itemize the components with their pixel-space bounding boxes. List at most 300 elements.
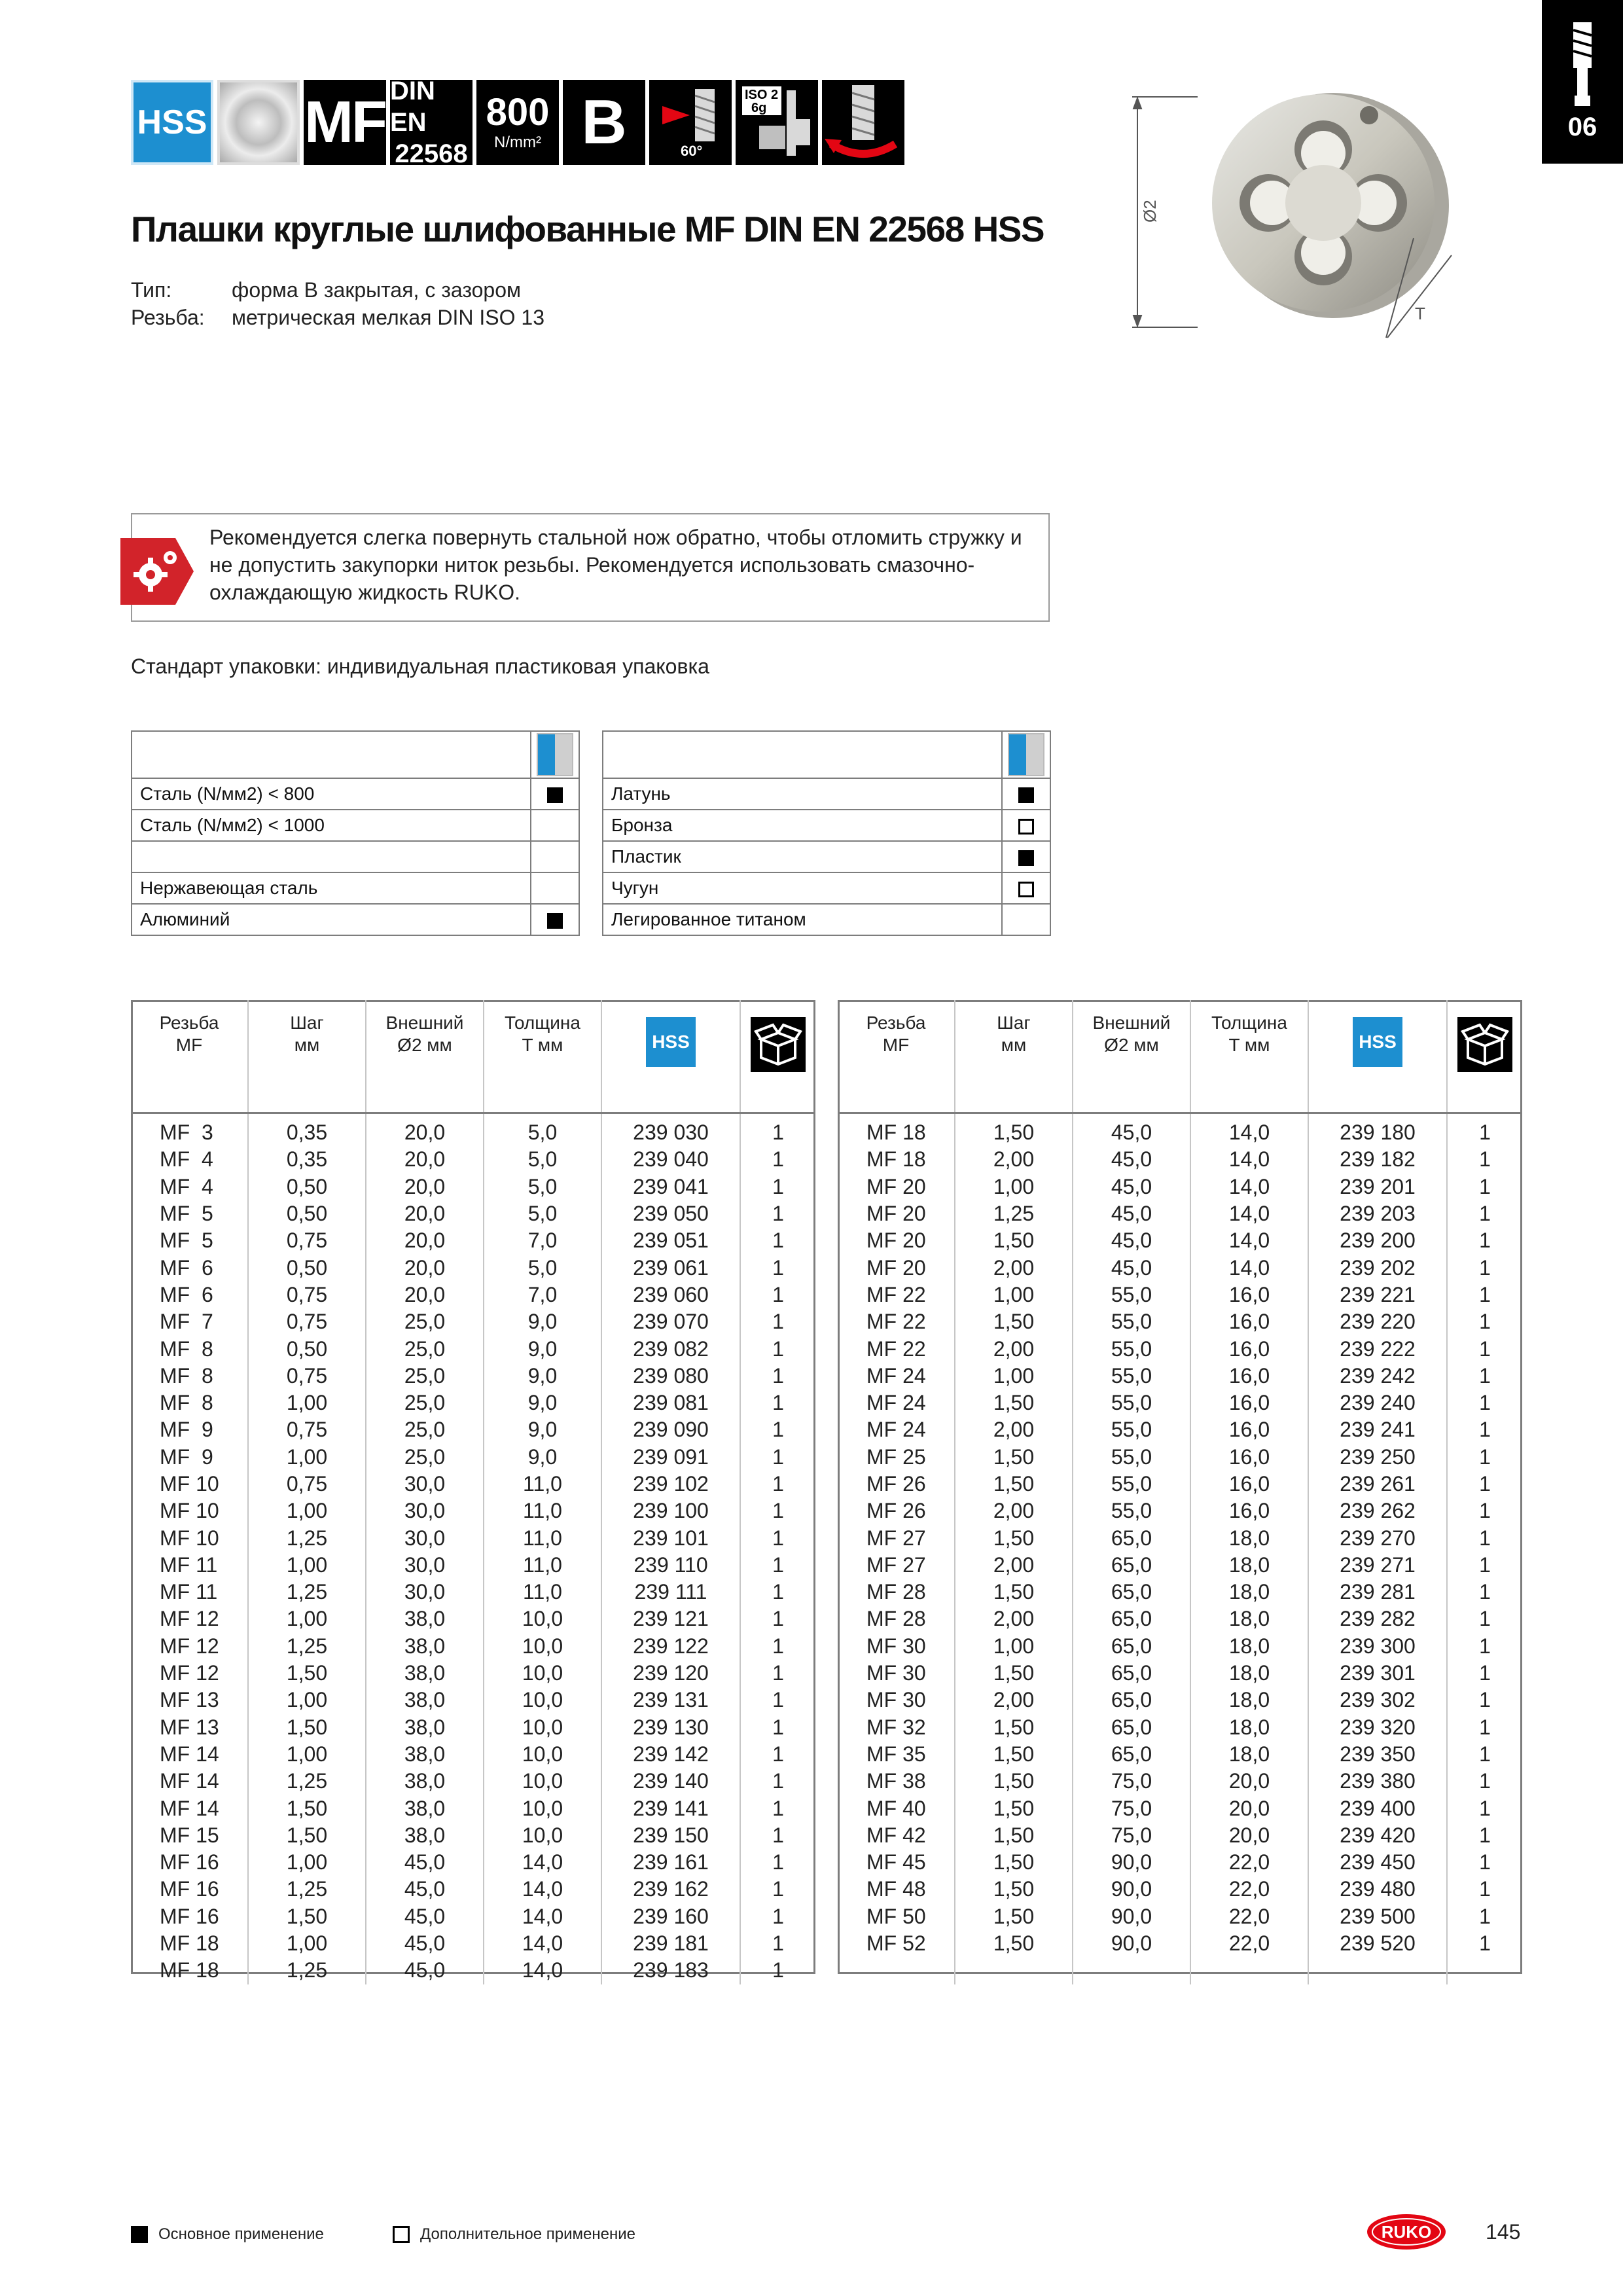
thickness-cell: 14,0 xyxy=(1190,1146,1308,1173)
diameter-cell: 45,0 xyxy=(366,1903,484,1930)
table-row xyxy=(838,1930,1522,1957)
diameter-cell: 20,0 xyxy=(366,1254,484,1281)
material-row: Алюминий xyxy=(132,904,579,935)
diameter-cell: 38,0 xyxy=(366,1768,484,1795)
table-row xyxy=(131,1660,815,1687)
thickness-cell: 16,0 xyxy=(1190,1335,1308,1362)
diameter-cell: 65,0 xyxy=(1073,1714,1190,1741)
thread-cell: MF 16 xyxy=(131,1903,248,1930)
pitch-cell: 1,50 xyxy=(955,1390,1073,1416)
table-row xyxy=(838,1363,1522,1390)
article-cell: 239 061 xyxy=(601,1254,740,1281)
thickness-cell: 14,0 xyxy=(484,1849,601,1876)
material-row: Сталь (N/мм2) < 800 xyxy=(132,778,579,810)
article-cell: 239 450 xyxy=(1308,1849,1447,1876)
quantity-cell: 1 xyxy=(772,1634,784,1658)
pitch-cell: 0,75 xyxy=(248,1308,366,1335)
thickness-cell: 10,0 xyxy=(484,1714,601,1741)
diameter-cell: 55,0 xyxy=(1073,1471,1190,1498)
thread-cell: MF 30 xyxy=(838,1633,955,1660)
materials-table-left xyxy=(131,730,580,936)
pitch-cell: 2,00 xyxy=(955,1552,1073,1579)
diameter-cell: 45,0 xyxy=(1073,1146,1190,1173)
table-row xyxy=(131,1113,815,1147)
quantity-cell: 1 xyxy=(772,1418,784,1442)
thickness-cell: 11,0 xyxy=(484,1524,601,1551)
pitch-cell: 1,50 xyxy=(955,1849,1073,1876)
product-table-left: Резьба MF Шаг мм Внешний Ø2 мм Толщина T мм HSS MF 3 0,35 20,0 5,0 239 030 1 MF 4 0,35 20,0 5,0 239 040 1 MF 4 0,50 20,0 5,0 239 041 1 MF 5 0,50 20,0 5,0 239 050 1 MF 5 0,75 20,0 7,0 239 051 1 MF 6 0,50 20,0 5,0 239 061 1 MF 6 0,75 20,0 7,0 239 060 1 MF 7 0,75 25,0 9,0 239 070 1 MF 8 0,50 25,0 9,0 239 082 1 MF 8 0,75 25,0 9,0 239 080 1 MF 8 1,00 25,0 9,0 239 081 1 MF 9 0,75 25,0 9,0 239 090 1 MF 9 1,00 25,0 9,0 239 091 1 MF 10 0,75 30,0 11,0 239 102 1 MF 10 1,00 30,0 11,0 239 100 1 MF 10 1,25 30,0 11,0 239 101 1 MF 11 1,00 30,0 11,0 239 110 1 MF 11 1,25 30,0 11,0 239 111 1 MF 12 1,00 38,0 10,0 239 121 1 MF 12 1,25 38,0 10,0 239 122 1 MF 12 1,50 38,0 10,0 239 120 1 MF 13 1,00 38,0 10,0 239 131 1 MF 13 1,50 38,0 10,0 239 130 1 MF 14 1,00 38,0 10,0 239 142 1 MF 14 1,25 38,0 10,0 239 140 1 MF 14 1,50 38,0 10,0 239 141 1 MF 15 1,50 38,0 10,0 239 150 1 MF 16 1,00 45,0 14,0 239 161 1 MF 16 1,25 45,0 14,0 239 162 1 MF 16 1,50 45,0 14,0 239 160 1 MF 18 1,00 45,0 14,0 239 181 1 MF 18 1,25 45,0 14,0 239 183 1 xyxy=(131,1000,815,1984)
diameter-cell: 25,0 xyxy=(366,1308,484,1335)
article-cell: 239 051 xyxy=(601,1227,740,1254)
quantity-cell: 1 xyxy=(1479,1499,1491,1523)
table-row xyxy=(131,1444,815,1471)
thread-cell: MF 24 xyxy=(838,1390,955,1416)
article-cell: 239 091 xyxy=(601,1444,740,1471)
pitch-cell: 0,50 xyxy=(248,1174,366,1200)
product-table-right: Резьба MF Шаг мм Внешний Ø2 мм Толщина T мм HSS MF 18 1,50 45,0 14,0 239 180 1 MF 18 2,00 45,0 14,0 239 182 1 MF 20 1,00 45,0 14,0 239 201 1 MF 20 1,25 45,0 14,0 239 203 1 MF 20 1,50 45,0 14,0 239 200 1 MF 20 2,00 45,0 14,0 239 202 1 MF 22 1,00 55,0 16,0 239 221 1 MF 22 1,50 55,0 16,0 239 220 1 MF 22 2,00 55,0 16,0 239 222 1 MF 24 1,00 55,0 16,0 239 242 1 MF 24 1,50 55,0 16,0 239 240 1 MF 24 2,00 55,0 16,0 239 241 1 MF 25 1,50 55,0 16,0 239 250 1 MF 26 1,50 55,0 16,0 239 261 1 MF 26 2,00 55,0 16,0 239 262 1 MF 27 1,50 65,0 18,0 239 270 1 MF 27 2,00 65,0 18,0 239 271 1 MF 28 1,50 65,0 18,0 239 281 1 MF 28 2,00 65,0 18,0 239 282 1 MF 30 1,00 65,0 18,0 239 300 1 MF 30 1,50 65,0 18,0 239 301 1 MF 30 2,00 65,0 18,0 239 302 1 MF 32 1,50 65,0 18,0 239 320 1 MF 35 1,50 65,0 18,0 239 350 1 MF 38 1,50 75,0 20,0 239 380 1 MF 40 1,50 75,0 20,0 239 400 1 MF 42 1,50 75,0 20,0 239 420 1 MF 45 1,50 90,0 22,0 239 450 1 MF 48 1,50 90,0 22,0 239 480 1 MF 50 1,50 90,0 22,0 239 500 1 MF 52 1,50 90,0 22,0 239 520 1 xyxy=(838,1000,1522,1984)
thickness-cell: 14,0 xyxy=(1190,1254,1308,1281)
quantity-cell: 1 xyxy=(1479,1255,1491,1280)
thread-cell: MF 9 xyxy=(131,1416,248,1443)
diameter-cell: 90,0 xyxy=(1073,1930,1190,1957)
feature-icon-strip xyxy=(131,77,904,168)
right-hand-thread-icon xyxy=(822,80,904,165)
quantity-cell: 1 xyxy=(772,1850,784,1874)
material-row: Нержавеющая сталь xyxy=(132,872,579,904)
package-box-icon xyxy=(1457,1017,1512,1072)
thickness-cell: 14,0 xyxy=(484,1930,601,1957)
pitch-cell: 1,50 xyxy=(955,1876,1073,1903)
article-cell: 239 281 xyxy=(1308,1579,1447,1605)
diameter-cell: 90,0 xyxy=(1073,1849,1190,1876)
meta-value: форма В закрытая, с зазором xyxy=(232,278,522,302)
pitch-cell: 0,75 xyxy=(248,1363,366,1390)
thread-cell: MF 22 xyxy=(838,1308,955,1335)
diameter-cell: 55,0 xyxy=(1073,1308,1190,1335)
thread-cell: MF 8 xyxy=(131,1390,248,1416)
table-row xyxy=(131,1957,815,1984)
thickness-cell: 14,0 xyxy=(1190,1200,1308,1227)
table-row xyxy=(131,1849,815,1876)
pitch-cell: 1,50 xyxy=(955,1930,1073,1957)
pitch-cell xyxy=(955,1957,1073,1984)
extra-use-marker xyxy=(1018,882,1034,897)
thread-cell: MF 26 xyxy=(838,1471,955,1498)
quantity-cell: 1 xyxy=(1479,1796,1491,1820)
diameter-cell: 38,0 xyxy=(366,1714,484,1741)
thickness-cell: 11,0 xyxy=(484,1552,601,1579)
table-row xyxy=(838,1795,1522,1821)
quantity-cell: 1 xyxy=(772,1742,784,1766)
thread-cell: MF 27 xyxy=(838,1524,955,1551)
diameter-cell: 20,0 xyxy=(366,1282,484,1308)
thread-cell: MF 7 xyxy=(131,1308,248,1335)
pitch-cell: 1,00 xyxy=(248,1552,366,1579)
table-row xyxy=(838,1660,1522,1687)
table-row xyxy=(838,1957,1522,1984)
thickness-cell: 18,0 xyxy=(1190,1552,1308,1579)
thread-cell: MF 10 xyxy=(131,1498,248,1524)
quantity-cell: 1 xyxy=(1479,1931,1491,1956)
pitch-cell: 1,00 xyxy=(248,1741,366,1768)
table-row xyxy=(838,1227,1522,1254)
table-row xyxy=(838,1633,1522,1660)
thread-cell: MF 12 xyxy=(131,1660,248,1687)
thread-cell: MF 5 xyxy=(131,1200,248,1227)
thread-cell: MF 6 xyxy=(131,1254,248,1281)
pitch-cell: 1,25 xyxy=(248,1579,366,1605)
table-row xyxy=(131,1768,815,1795)
table-row xyxy=(838,1524,1522,1551)
thread-cell: MF 35 xyxy=(838,1741,955,1768)
pitch-cell: 1,50 xyxy=(955,1741,1073,1768)
thread-cell: MF 10 xyxy=(131,1524,248,1551)
table-row xyxy=(838,1471,1522,1498)
table-row xyxy=(131,1795,815,1821)
article-cell: 239 162 xyxy=(601,1876,740,1903)
quantity-cell: 1 xyxy=(772,1255,784,1280)
thread-cell: MF 50 xyxy=(838,1903,955,1930)
quantity-cell: 1 xyxy=(1479,1526,1491,1550)
diameter-cell: 20,0 xyxy=(366,1113,484,1147)
pitch-cell: 1,50 xyxy=(955,1471,1073,1498)
thickness-cell: 9,0 xyxy=(484,1390,601,1416)
quantity-cell: 1 xyxy=(772,1526,784,1550)
diameter-cell: 45,0 xyxy=(1073,1200,1190,1227)
extra-use-marker xyxy=(1018,819,1034,834)
diameter-cell: 30,0 xyxy=(366,1498,484,1524)
article-cell: 239 250 xyxy=(1308,1444,1447,1471)
table-row xyxy=(131,1282,815,1308)
diameter-cell: 20,0 xyxy=(366,1200,484,1227)
din-standard-icon: DIN EN 22568 xyxy=(390,80,473,165)
strength-icon: 800 N/mm² xyxy=(476,80,559,165)
table-row xyxy=(838,1849,1522,1876)
thickness-cell: 18,0 xyxy=(1190,1660,1308,1687)
pitch-cell: 1,50 xyxy=(955,1227,1073,1254)
thickness-cell: 14,0 xyxy=(484,1903,601,1930)
quantity-cell: 1 xyxy=(1479,1310,1491,1334)
pitch-cell: 2,00 xyxy=(955,1335,1073,1362)
quantity-cell: 1 xyxy=(772,1661,784,1685)
thread-cell: MF 32 xyxy=(838,1714,955,1741)
article-cell: 239 101 xyxy=(601,1524,740,1551)
table-row xyxy=(838,1282,1522,1308)
thread-cell: MF 15 xyxy=(131,1822,248,1849)
pitch-cell: 0,75 xyxy=(248,1227,366,1254)
thickness-cell: 10,0 xyxy=(484,1768,601,1795)
table-row xyxy=(838,1335,1522,1362)
table-row xyxy=(838,1714,1522,1741)
quantity-cell: 1 xyxy=(1479,1607,1491,1631)
thickness-cell: 22,0 xyxy=(1190,1876,1308,1903)
thread-cell: MF 8 xyxy=(131,1335,248,1362)
thread-cell: MF 18 xyxy=(838,1113,955,1147)
thread-cell: MF 20 xyxy=(838,1254,955,1281)
pitch-cell: 1,25 xyxy=(248,1524,366,1551)
quantity-cell: 1 xyxy=(1479,1688,1491,1712)
article-cell: 239 180 xyxy=(1308,1113,1447,1147)
article-cell: 239 183 xyxy=(601,1957,740,1984)
tip-box xyxy=(131,513,1050,622)
diameter-cell: 38,0 xyxy=(366,1605,484,1632)
pitch-cell: 1,00 xyxy=(248,1605,366,1632)
thread-cell: MF 11 xyxy=(131,1579,248,1605)
pitch-cell: 0,50 xyxy=(248,1200,366,1227)
thickness-cell xyxy=(1190,1957,1308,1984)
table-row xyxy=(131,1552,815,1579)
thread-cell: MF 13 xyxy=(131,1687,248,1713)
thread-cell: MF 18 xyxy=(838,1146,955,1173)
table-row xyxy=(838,1254,1522,1281)
pitch-cell: 1,00 xyxy=(248,1444,366,1471)
quantity-cell: 1 xyxy=(772,1715,784,1739)
meta-label: Резьба: xyxy=(131,306,205,329)
thread-cell: MF 42 xyxy=(838,1822,955,1849)
thickness-cell: 9,0 xyxy=(484,1308,601,1335)
diameter-cell: 20,0 xyxy=(366,1174,484,1200)
thickness-cell: 5,0 xyxy=(484,1113,601,1147)
table-row xyxy=(131,1335,815,1362)
article-cell: 239 221 xyxy=(1308,1282,1447,1308)
thread-cell: MF 45 xyxy=(838,1849,955,1876)
product-rows-right xyxy=(838,1113,1522,1984)
article-cell: 239 520 xyxy=(1308,1930,1447,1957)
table-row xyxy=(838,1390,1522,1416)
article-cell: 239 261 xyxy=(1308,1471,1447,1498)
pitch-cell: 1,50 xyxy=(955,1903,1073,1930)
quantity-cell: 1 xyxy=(772,1823,784,1847)
diameter-cell: 25,0 xyxy=(366,1416,484,1443)
diameter-cell: 38,0 xyxy=(366,1795,484,1821)
pitch-cell: 1,25 xyxy=(248,1876,366,1903)
pitch-cell: 0,50 xyxy=(248,1335,366,1362)
thread-cell: MF 40 xyxy=(838,1795,955,1821)
thickness-cell: 9,0 xyxy=(484,1335,601,1362)
quantity-cell: 1 xyxy=(1479,1363,1491,1388)
article-cell: 239 500 xyxy=(1308,1903,1447,1930)
thickness-cell: 10,0 xyxy=(484,1605,601,1632)
hss-icon: HSS xyxy=(1353,1017,1402,1067)
diameter-cell: 30,0 xyxy=(366,1552,484,1579)
quantity-cell: 1 xyxy=(772,1444,784,1469)
thread-cell: MF 38 xyxy=(838,1768,955,1795)
ground-finish-icon xyxy=(217,80,300,165)
pitch-cell: 1,00 xyxy=(955,1633,1073,1660)
article-cell: 239 081 xyxy=(601,1390,740,1416)
tolerance-icon: ISO 2 6g xyxy=(736,80,818,165)
article-cell: 239 480 xyxy=(1308,1876,1447,1903)
quantity-cell: 1 xyxy=(772,1931,784,1956)
table-row xyxy=(131,1254,815,1281)
diameter-cell: 55,0 xyxy=(1073,1444,1190,1471)
article-cell xyxy=(1308,1957,1447,1984)
quantity-cell: 1 xyxy=(772,1202,784,1226)
thickness-cell: 20,0 xyxy=(1190,1795,1308,1821)
article-cell: 239 262 xyxy=(1308,1498,1447,1524)
diameter-cell: 65,0 xyxy=(1073,1660,1190,1687)
quantity-cell: 1 xyxy=(772,1391,784,1415)
table-row xyxy=(131,1390,815,1416)
table-row xyxy=(131,1200,815,1227)
diameter-cell: 75,0 xyxy=(1073,1768,1190,1795)
diameter-cell: 65,0 xyxy=(1073,1552,1190,1579)
thickness-cell: 16,0 xyxy=(1190,1416,1308,1443)
quantity-cell: 1 xyxy=(772,1688,784,1712)
article-cell: 239 100 xyxy=(601,1498,740,1524)
diameter-cell: 25,0 xyxy=(366,1363,484,1390)
table-row xyxy=(131,1308,815,1335)
article-cell: 239 400 xyxy=(1308,1795,1447,1821)
thickness-cell: 16,0 xyxy=(1190,1282,1308,1308)
quantity-cell: 1 xyxy=(1479,1418,1491,1442)
form-b-icon: B xyxy=(563,80,645,165)
thread-cell: MF 48 xyxy=(838,1876,955,1903)
pitch-cell: 1,50 xyxy=(955,1579,1073,1605)
article-cell: 239 131 xyxy=(601,1687,740,1713)
quantity-cell xyxy=(1447,1957,1522,1984)
main-use-marker xyxy=(547,913,563,929)
pitch-cell: 1,25 xyxy=(955,1200,1073,1227)
diameter-cell: 55,0 xyxy=(1073,1282,1190,1308)
table-row xyxy=(838,1579,1522,1605)
pitch-cell: 2,00 xyxy=(955,1498,1073,1524)
article-cell: 239 102 xyxy=(601,1471,740,1498)
thread-cell: MF 52 xyxy=(838,1930,955,1957)
thickness-cell: 5,0 xyxy=(484,1174,601,1200)
pitch-cell: 1,00 xyxy=(955,1174,1073,1200)
diameter-cell: 65,0 xyxy=(1073,1687,1190,1713)
pitch-cell: 1,50 xyxy=(955,1660,1073,1687)
quantity-cell: 1 xyxy=(1479,1121,1491,1145)
meta-value: метрическая мелкая DIN ISO 13 xyxy=(232,306,544,329)
material-row: Бронза xyxy=(603,810,1050,841)
article-cell: 239 203 xyxy=(1308,1200,1447,1227)
thread-cell: MF 20 xyxy=(838,1174,955,1200)
article-cell: 239 121 xyxy=(601,1605,740,1632)
table-row xyxy=(131,1741,815,1768)
thickness-cell: 10,0 xyxy=(484,1687,601,1713)
thread-cell: MF 20 xyxy=(838,1200,955,1227)
diameter-cell: 55,0 xyxy=(1073,1416,1190,1443)
thickness-cell: 18,0 xyxy=(1190,1687,1308,1713)
thickness-cell: 20,0 xyxy=(1190,1768,1308,1795)
thickness-cell: 10,0 xyxy=(484,1822,601,1849)
table-row xyxy=(131,1498,815,1524)
section-tab xyxy=(1542,0,1623,164)
tip-text: Рекомендуется слегка повернуть стальной нож обратно, чтобы отломить стружку и не допустить закупорки ниток резьбы. Рекомендуется использовать смазочно-охлаждающую жидкость RUKO. xyxy=(209,526,1022,604)
table-row xyxy=(838,1605,1522,1632)
article-cell: 239 060 xyxy=(601,1282,740,1308)
application-icon xyxy=(537,733,573,776)
quantity-cell: 1 xyxy=(1479,1823,1491,1847)
table-row xyxy=(131,1822,815,1849)
thickness-cell: 11,0 xyxy=(484,1498,601,1524)
article-cell: 239 080 xyxy=(601,1363,740,1390)
table-row xyxy=(838,1444,1522,1471)
diameter-cell: 45,0 xyxy=(1073,1113,1190,1147)
thickness-cell: 18,0 xyxy=(1190,1714,1308,1741)
table-row xyxy=(131,1876,815,1903)
article-cell: 239 041 xyxy=(601,1174,740,1200)
thread-cell: MF 5 xyxy=(131,1227,248,1254)
article-cell: 239 420 xyxy=(1308,1822,1447,1849)
thread-angle-icon: 60° xyxy=(649,80,732,165)
table-row xyxy=(838,1200,1522,1227)
quantity-cell: 1 xyxy=(1479,1174,1491,1198)
article-cell: 239 150 xyxy=(601,1822,740,1849)
thread-cell: MF 12 xyxy=(131,1605,248,1632)
diameter-cell: 38,0 xyxy=(366,1741,484,1768)
article-cell: 239 090 xyxy=(601,1416,740,1443)
thickness-cell: 16,0 xyxy=(1190,1390,1308,1416)
pitch-cell: 2,00 xyxy=(955,1416,1073,1443)
quantity-cell: 1 xyxy=(1479,1742,1491,1766)
article-cell: 239 140 xyxy=(601,1768,740,1795)
diameter-cell: 55,0 xyxy=(1073,1363,1190,1390)
material-row: Чугун xyxy=(603,872,1050,904)
diameter-cell xyxy=(1073,1957,1190,1984)
diameter-cell: 55,0 xyxy=(1073,1390,1190,1416)
legend-main: Основное применение xyxy=(131,2225,324,2244)
diameter-cell: 45,0 xyxy=(1073,1227,1190,1254)
diameter-cell: 38,0 xyxy=(366,1633,484,1660)
table-row xyxy=(838,1498,1522,1524)
diameter-cell: 38,0 xyxy=(366,1660,484,1687)
table-row xyxy=(131,1579,815,1605)
thread-cell: MF 18 xyxy=(131,1930,248,1957)
quantity-cell: 1 xyxy=(772,1580,784,1604)
thread-cell: MF 8 xyxy=(131,1363,248,1390)
table-row xyxy=(838,1416,1522,1443)
thread-cell: MF 28 xyxy=(838,1605,955,1632)
quantity-cell: 1 xyxy=(772,1282,784,1306)
thread-cell: MF 12 xyxy=(131,1633,248,1660)
quantity-cell: 1 xyxy=(772,1336,784,1361)
main-use-marker xyxy=(1018,787,1034,803)
table-row xyxy=(838,1741,1522,1768)
material-row: Легированное титаном xyxy=(603,904,1050,935)
thickness-cell: 16,0 xyxy=(1190,1498,1308,1524)
quantity-cell: 1 xyxy=(772,1552,784,1577)
pitch-cell: 1,50 xyxy=(955,1113,1073,1147)
thickness-label: T xyxy=(1415,304,1425,323)
article-cell: 239 241 xyxy=(1308,1416,1447,1443)
thread-cell: MF 30 xyxy=(838,1660,955,1687)
article-cell: 239 242 xyxy=(1308,1363,1447,1390)
materials-table-right xyxy=(602,730,1051,936)
quantity-cell: 1 xyxy=(1479,1147,1491,1172)
table-row xyxy=(838,1876,1522,1903)
quantity-cell: 1 xyxy=(1479,1580,1491,1604)
product-rows-left xyxy=(131,1113,815,1984)
thickness-cell: 18,0 xyxy=(1190,1524,1308,1551)
thickness-cell: 14,0 xyxy=(1190,1174,1308,1200)
thickness-cell: 22,0 xyxy=(1190,1930,1308,1957)
diameter-cell: 55,0 xyxy=(1073,1335,1190,1362)
table-row xyxy=(838,1174,1522,1200)
quantity-cell: 1 xyxy=(772,1363,784,1388)
quantity-cell: 1 xyxy=(1479,1661,1491,1685)
quantity-cell: 1 xyxy=(772,1174,784,1198)
pitch-cell: 2,00 xyxy=(955,1605,1073,1632)
thread-cell: MF 9 xyxy=(131,1444,248,1471)
pitch-cell: 1,00 xyxy=(248,1687,366,1713)
pitch-cell: 0,75 xyxy=(248,1282,366,1308)
diameter-cell: 20,0 xyxy=(366,1227,484,1254)
thickness-cell: 18,0 xyxy=(1190,1579,1308,1605)
section-number: 06 xyxy=(1567,113,1597,141)
